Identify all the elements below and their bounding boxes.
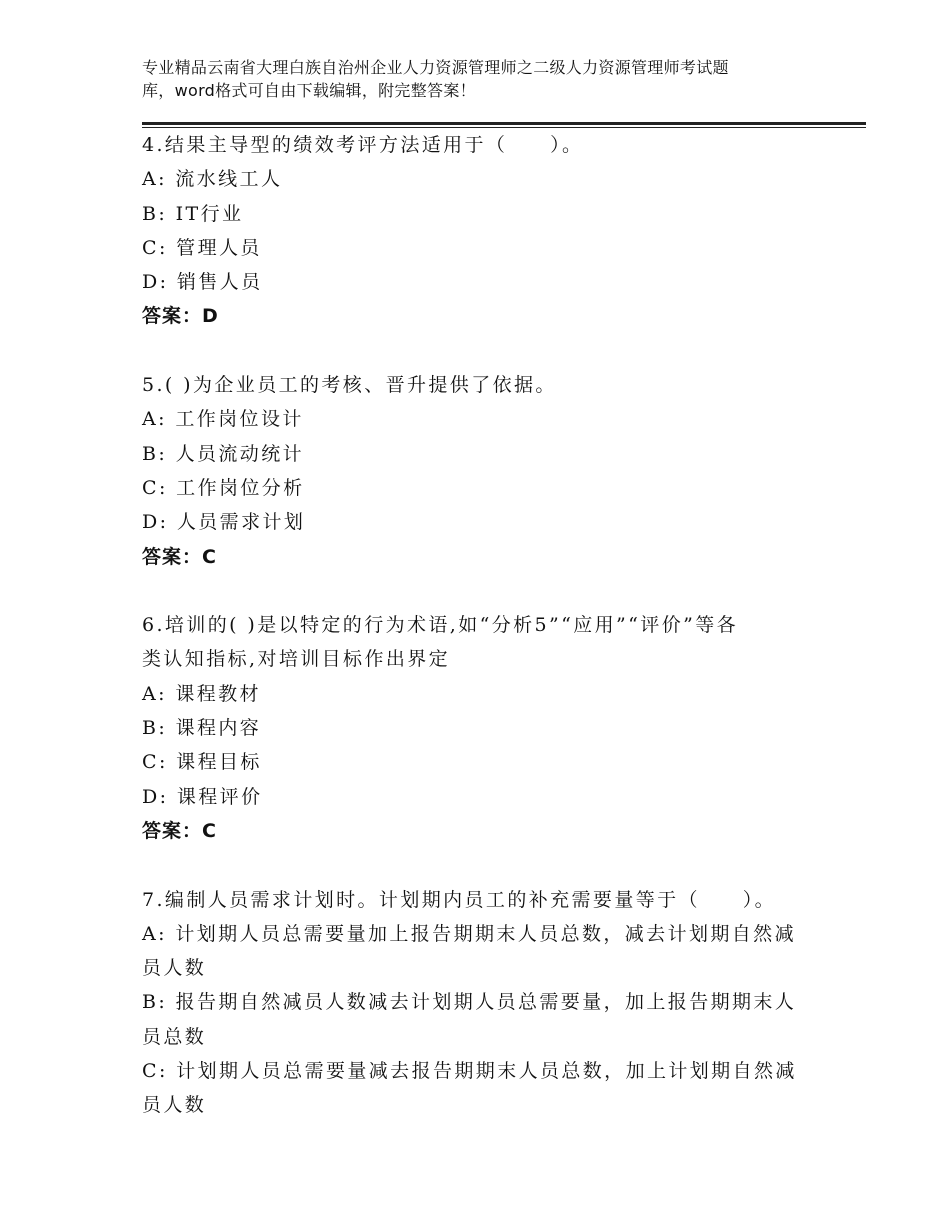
question-stem: 7.编制人员需求计划时。计划期内员工的补充需要量等于（ ）。 bbox=[142, 888, 777, 911]
question-stem-line-2: 类认知指标,对培训目标作出界定 bbox=[142, 648, 451, 671]
header-line-2: 库，word格式可自由下载编辑，附完整答案！ bbox=[142, 81, 476, 100]
answer-line: 答案：C bbox=[142, 545, 217, 568]
question-stem: 4.结果主导型的绩效考评方法适用于（ ）。 bbox=[142, 134, 584, 156]
option-b-line-1: B: 报告期自然减员人数减去计划期人员总需要量，加上报告期期末人 bbox=[142, 991, 797, 1014]
option-c-line-1: C: 计划期人员总需要量减去报告期期末人员总数，加上计划期自然减 bbox=[142, 1060, 797, 1083]
question-6 bbox=[142, 608, 822, 848]
spacer bbox=[142, 574, 822, 608]
option-d: D: 销售人员 bbox=[142, 271, 263, 294]
answer-line: 答案：C bbox=[142, 819, 217, 842]
question-stem: 5.( )为企业员工的考核、晋升提供了依据。 bbox=[142, 374, 557, 397]
question-4 bbox=[142, 128, 822, 334]
option-b: B: 人员流动统计 bbox=[142, 442, 305, 465]
option-b: B: IT行业 bbox=[142, 202, 244, 225]
option-c: C: 课程目标 bbox=[142, 751, 262, 774]
option-c: C: 管理人员 bbox=[142, 236, 262, 259]
option-c-line-2: 员人数 bbox=[142, 1094, 207, 1117]
question-7 bbox=[142, 883, 822, 1123]
option-a-line-2: 员人数 bbox=[142, 957, 207, 980]
option-a-line-1: A: 计划期人员总需要量加上报告期期末人员总数，减去计划期自然减 bbox=[142, 922, 796, 945]
option-d: D: 人员需求计划 bbox=[142, 511, 306, 534]
spacer bbox=[142, 848, 822, 882]
header-line-1: 专业精品云南省大理白族自治州企业人力资源管理师之二级人力资源管理师考试题 bbox=[142, 58, 729, 77]
answer-line: 答案：D bbox=[142, 305, 219, 328]
question-stem-line-1: 6.培训的( )是以特定的行为术语,如“分析5”“应用”“评价”等各 bbox=[142, 614, 739, 637]
question-5 bbox=[142, 368, 822, 574]
option-a: A: 课程教材 bbox=[142, 682, 261, 705]
question-list bbox=[142, 128, 822, 1123]
spacer bbox=[142, 334, 822, 368]
option-a: A: 流水线工人 bbox=[142, 168, 283, 191]
option-b: B: 课程内容 bbox=[142, 717, 262, 740]
option-b-line-2: 员总数 bbox=[142, 1025, 207, 1048]
header-divider-thick bbox=[142, 122, 866, 125]
option-d: D: 课程评价 bbox=[142, 785, 263, 808]
option-c: C: 工作岗位分析 bbox=[142, 476, 305, 499]
option-a: A: 工作岗位设计 bbox=[142, 408, 304, 431]
document-header bbox=[142, 56, 822, 102]
